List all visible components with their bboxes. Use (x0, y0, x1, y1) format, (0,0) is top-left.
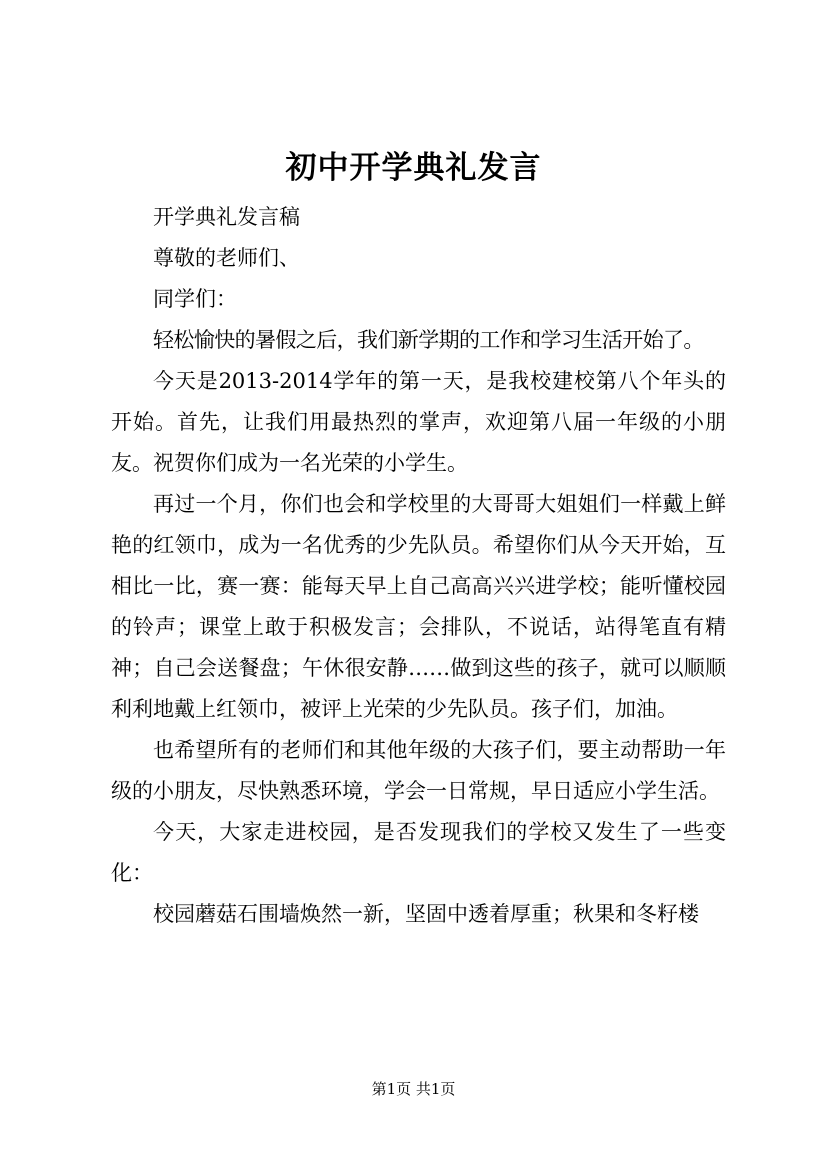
paragraph-campus-changes: 今天，大家走进校园，是否发现我们的学校又发生了一些变化： (111, 820, 726, 885)
document-body (111, 197, 726, 935)
document-title: 初中开学典礼发言 (285, 150, 542, 186)
paragraph-campus-wall: 校园蘑菇石围墙焕然一新，坚固中透着厚重；秋果和冬籽楼 (153, 902, 699, 926)
paragraph-first-day: 今天是2013-2014学年的第一天，是我校建校第八个年头的开始。首先，让我们用最热烈的掌声，欢迎第八届一年级的小朋友。祝贺你们成为一名光荣的小学生。 (111, 369, 726, 475)
paragraph-red-scarf: 再过一个月，你们也会和学校里的大哥哥大姐姐们一样戴上鲜艳的红领巾，成为一名优秀的少先队员。希望你们从今天开始，互相比一比，赛一赛：能每天早上自己高高兴兴进学校；能听懂校园的铃声；课堂上敢于积极发言；会排队，不说话，站得笔直有精神；自己会送餐盘；午休很安静……做到这些的孩子，就可以顺顺利利地戴上红领巾，被评上光荣的少先队员。孩子们，加油。 (111, 492, 726, 721)
paragraph-opening: 轻松愉快的暑假之后，我们新学期的工作和学习生活开始了。 (153, 328, 704, 352)
page-footer: 第1页 共1页 (371, 1080, 456, 1098)
paragraph-salutation-teachers: 尊敬的老师们、 (153, 246, 300, 270)
paragraph-speech-heading: 开学典礼发言稿 (153, 205, 300, 229)
paragraph-salutation-students: 同学们： (153, 287, 237, 311)
paragraph-teachers-help: 也希望所有的老师们和其他年级的大孩子们，要主动帮助一年级的小朋友，尽快熟悉环境，学会一日常规，早日适应小学生活。 (111, 738, 726, 803)
